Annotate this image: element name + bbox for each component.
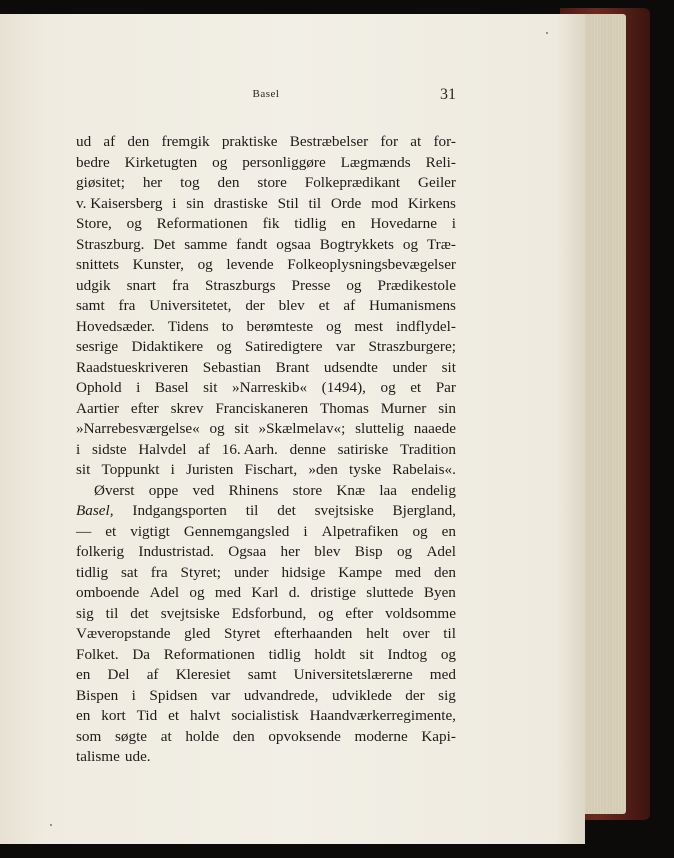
word: Lægmænds bbox=[340, 153, 411, 171]
word: voldsomme bbox=[385, 604, 456, 622]
word: over bbox=[402, 625, 430, 642]
word: Hovedsæder. bbox=[76, 317, 155, 335]
word: i bbox=[136, 379, 141, 396]
running-title: Basel bbox=[252, 88, 280, 100]
word: at bbox=[410, 133, 422, 150]
word: giøsitet; bbox=[76, 174, 125, 191]
word: i bbox=[172, 194, 177, 212]
word: omboende bbox=[76, 584, 140, 601]
word: af bbox=[198, 440, 210, 458]
word: et bbox=[318, 297, 330, 314]
word: berømteste bbox=[246, 317, 314, 335]
word: sin bbox=[438, 399, 456, 417]
word: der bbox=[245, 297, 265, 314]
text-line bbox=[76, 399, 456, 420]
word: Styret bbox=[224, 625, 261, 642]
word: efter bbox=[345, 604, 374, 622]
word: levende bbox=[226, 256, 274, 273]
word: »den bbox=[308, 461, 338, 478]
word: og bbox=[318, 604, 334, 622]
word: som bbox=[76, 727, 102, 745]
word: Franciskaneren bbox=[215, 399, 309, 417]
word: Ogsaa bbox=[228, 543, 267, 560]
word: personliggøre bbox=[242, 153, 326, 171]
word: i bbox=[76, 440, 81, 458]
word: og bbox=[212, 153, 228, 171]
word: Aartier bbox=[76, 399, 120, 417]
text-line bbox=[76, 317, 456, 338]
word: Væveropstande bbox=[76, 625, 171, 642]
word: Universitetet, bbox=[149, 297, 232, 314]
text-line bbox=[76, 440, 456, 461]
word: praktiske bbox=[221, 133, 278, 150]
word: Bispen bbox=[76, 686, 119, 704]
word: Spidsen bbox=[149, 686, 198, 704]
word: Kirkens bbox=[407, 194, 456, 212]
word: Par bbox=[435, 379, 456, 396]
word: Karl bbox=[251, 584, 279, 601]
word: snittets bbox=[76, 256, 120, 273]
word: fra bbox=[150, 563, 168, 581]
word: og bbox=[126, 215, 142, 232]
word: Øverst bbox=[94, 481, 135, 499]
text-line bbox=[76, 173, 456, 194]
word: »Narrebesværgelse« bbox=[76, 420, 200, 437]
word: et bbox=[168, 707, 180, 724]
word: halvt bbox=[189, 707, 221, 724]
word: Raadstueskriveren bbox=[76, 358, 189, 376]
word: i bbox=[170, 461, 175, 478]
word: Kunster, bbox=[132, 256, 184, 273]
word: ogsaa bbox=[276, 235, 311, 253]
word: Byen bbox=[423, 584, 456, 601]
word: sit bbox=[203, 379, 218, 396]
word: Haandværkerregimente, bbox=[309, 707, 456, 724]
word: Store, bbox=[76, 215, 112, 232]
word: for- bbox=[433, 133, 456, 150]
word: sluttelig bbox=[355, 420, 405, 437]
word: oppe bbox=[148, 481, 179, 499]
word: til bbox=[245, 502, 259, 519]
word: 16. Aarh. bbox=[221, 440, 278, 458]
word: den bbox=[217, 174, 240, 191]
word: Reformationen bbox=[163, 645, 255, 663]
word: sig bbox=[438, 686, 456, 704]
word: sit bbox=[234, 420, 249, 437]
word: udgik bbox=[76, 276, 111, 294]
word: en bbox=[76, 707, 91, 724]
word: (1494), bbox=[321, 379, 366, 396]
word: »Narreskib« bbox=[232, 379, 308, 396]
text-line bbox=[76, 604, 456, 625]
word: her bbox=[280, 543, 300, 560]
word: Edsforbund, bbox=[231, 604, 307, 622]
word: Didaktikere bbox=[131, 338, 204, 355]
book-page bbox=[0, 14, 585, 844]
word: Straszburgs bbox=[204, 276, 276, 294]
word: svejtsiske bbox=[160, 604, 220, 622]
text-line bbox=[76, 542, 456, 563]
word: fremgik bbox=[161, 133, 210, 150]
word: Straszburgere; bbox=[368, 338, 456, 355]
text-line bbox=[76, 194, 456, 215]
word: Bisp bbox=[354, 543, 383, 560]
word: og bbox=[440, 645, 456, 663]
word: Basel, bbox=[76, 502, 114, 519]
word: af bbox=[343, 297, 356, 314]
word: opvoksende bbox=[268, 727, 341, 745]
word: fik bbox=[262, 215, 280, 232]
word: Humanismens bbox=[369, 297, 456, 314]
word: og bbox=[216, 338, 232, 355]
text-line bbox=[76, 747, 456, 768]
word: mest bbox=[354, 317, 384, 335]
word: Universitetslærerne bbox=[293, 666, 413, 683]
word: et bbox=[410, 379, 422, 396]
word: tog bbox=[180, 174, 200, 191]
word: folkerig bbox=[76, 543, 125, 560]
word: sesrige bbox=[76, 338, 119, 355]
word: sig bbox=[76, 604, 94, 622]
word: Gennemgangsled bbox=[183, 522, 290, 540]
word: Orde bbox=[330, 194, 362, 212]
word: søgte bbox=[114, 727, 148, 745]
word: den bbox=[232, 727, 255, 745]
word: en bbox=[441, 522, 456, 540]
text-line bbox=[76, 645, 456, 666]
word: socialistisk bbox=[231, 707, 299, 724]
text-line bbox=[76, 481, 456, 502]
word: Juristen bbox=[186, 461, 234, 478]
word: holdt bbox=[314, 645, 346, 663]
word: Indgangsporten bbox=[132, 502, 227, 519]
word: under bbox=[392, 358, 428, 376]
word: var bbox=[335, 338, 356, 355]
word: snart bbox=[126, 276, 157, 294]
word: Fischart, bbox=[244, 461, 298, 478]
word: Thomas bbox=[319, 399, 369, 417]
word: v. Kaisersberg bbox=[76, 194, 163, 212]
word: at bbox=[160, 727, 172, 745]
word: Bogtrykkets bbox=[319, 235, 394, 253]
word: dristige bbox=[310, 584, 356, 601]
text-line bbox=[76, 501, 456, 522]
word: og bbox=[396, 543, 413, 560]
word: Folkeoplysningsbevægelser bbox=[287, 256, 456, 273]
word: gled bbox=[184, 625, 211, 642]
text-line bbox=[76, 686, 456, 707]
word: og bbox=[346, 276, 362, 294]
word: fandt bbox=[236, 235, 268, 253]
word: den bbox=[127, 133, 150, 150]
word: ud bbox=[76, 133, 92, 150]
word: Presse bbox=[291, 276, 331, 294]
text-line bbox=[76, 337, 456, 358]
text-line bbox=[76, 235, 456, 256]
word: Adel bbox=[149, 584, 180, 601]
word: store bbox=[257, 174, 287, 191]
word: sit bbox=[441, 358, 456, 376]
text-line bbox=[76, 665, 456, 686]
text-line bbox=[76, 153, 456, 174]
text-line bbox=[76, 624, 456, 645]
word: tidlig bbox=[76, 563, 109, 581]
word: denne bbox=[289, 440, 326, 458]
word: og bbox=[402, 235, 419, 253]
word: og bbox=[189, 584, 205, 601]
word: af bbox=[103, 133, 116, 150]
word: Reformationen bbox=[156, 215, 248, 232]
word: Ophold bbox=[76, 379, 122, 396]
word: naaede bbox=[413, 420, 456, 437]
word: talisme bbox=[76, 748, 120, 765]
word: en bbox=[76, 666, 91, 683]
word: Kampe bbox=[338, 563, 383, 581]
word: til bbox=[443, 625, 456, 642]
page-number: 31 bbox=[440, 86, 456, 103]
word: Rhinens bbox=[228, 481, 279, 499]
word: ude. bbox=[124, 748, 151, 765]
word: bedre bbox=[76, 153, 110, 171]
word: og bbox=[326, 317, 342, 335]
running-header bbox=[76, 86, 456, 106]
word: sluttede bbox=[366, 584, 414, 601]
text-line bbox=[76, 727, 456, 748]
word: Da bbox=[132, 645, 151, 663]
word: fra bbox=[118, 297, 136, 314]
word: under bbox=[233, 563, 269, 581]
word: Stil bbox=[277, 194, 299, 212]
word: Folkeprædikant bbox=[304, 174, 401, 191]
word: Adel bbox=[426, 543, 456, 560]
word: og bbox=[412, 522, 428, 540]
word: Prædikestole bbox=[377, 276, 456, 294]
word: Geiler bbox=[418, 174, 456, 191]
word: blev bbox=[314, 543, 341, 560]
word: sit bbox=[76, 461, 91, 478]
word: udviklede bbox=[331, 686, 392, 704]
word: Bestræbelser bbox=[289, 133, 369, 150]
word: Sebastian bbox=[202, 358, 261, 376]
word: Satiredigtere bbox=[244, 338, 323, 355]
word: udvandrede, bbox=[243, 686, 319, 704]
word: sit bbox=[359, 645, 374, 663]
word: en bbox=[341, 215, 356, 232]
word: samme bbox=[184, 235, 228, 253]
word: Halvdel bbox=[138, 440, 187, 458]
text-line bbox=[76, 296, 456, 317]
word: Del bbox=[107, 666, 130, 683]
word: kort bbox=[101, 707, 126, 724]
word: tyske bbox=[349, 461, 382, 478]
word: efterhaanden bbox=[273, 625, 353, 642]
word: i bbox=[131, 686, 136, 704]
word: svejtsiske bbox=[314, 502, 374, 519]
word: af bbox=[146, 666, 159, 683]
word: Kirketugten bbox=[124, 153, 198, 171]
word: Tidens bbox=[167, 317, 209, 335]
word: Tid bbox=[136, 707, 158, 724]
word: og bbox=[209, 420, 225, 437]
text-line bbox=[76, 460, 456, 481]
word: med bbox=[429, 666, 456, 683]
word: Reli- bbox=[425, 153, 456, 171]
word: fra bbox=[172, 276, 189, 294]
word: »Skælmelav«; bbox=[258, 420, 346, 437]
word: blev bbox=[278, 297, 305, 314]
word: sin bbox=[186, 194, 204, 212]
word: her bbox=[142, 174, 163, 191]
word: Bjergland, bbox=[392, 502, 456, 519]
text-line bbox=[76, 563, 456, 584]
text-line bbox=[76, 358, 456, 379]
word: det bbox=[277, 502, 296, 519]
word: moderne bbox=[354, 727, 408, 745]
text-line bbox=[76, 214, 456, 235]
word: Brant bbox=[275, 358, 310, 376]
word: Alpetrafiken bbox=[321, 522, 399, 540]
word: ved bbox=[192, 481, 215, 499]
word: satiriske bbox=[337, 440, 389, 458]
word: Rabelais«. bbox=[392, 461, 456, 478]
word: i bbox=[451, 215, 456, 232]
word: drastiske bbox=[213, 194, 268, 212]
word: to bbox=[221, 317, 234, 335]
word: til bbox=[105, 604, 119, 622]
word: der bbox=[405, 686, 425, 704]
word: Straszburg. bbox=[76, 235, 145, 253]
word: sidste bbox=[91, 440, 127, 458]
word: et bbox=[105, 522, 117, 540]
text-line bbox=[76, 378, 456, 399]
word: Toppunkt bbox=[101, 461, 160, 478]
word: Hovedarne bbox=[370, 215, 437, 232]
text-line bbox=[76, 706, 456, 727]
word: tidlig bbox=[294, 215, 327, 232]
word: Murner bbox=[380, 399, 427, 417]
word: Industristad. bbox=[138, 543, 214, 560]
text-line bbox=[76, 255, 456, 276]
word: Styret; bbox=[180, 563, 222, 581]
word: efter bbox=[130, 399, 159, 417]
word: — bbox=[76, 522, 92, 540]
word: med bbox=[394, 563, 422, 581]
word: holde bbox=[185, 727, 220, 745]
word: indflydel- bbox=[396, 317, 456, 335]
word: sat bbox=[120, 563, 138, 581]
word: Knæ bbox=[336, 481, 366, 499]
word: Kapi- bbox=[421, 727, 456, 745]
word: Indtog bbox=[387, 645, 428, 663]
word: og bbox=[197, 256, 213, 273]
word: laa bbox=[379, 481, 398, 499]
word: udsendte bbox=[323, 358, 378, 376]
page-edges bbox=[578, 14, 626, 814]
word: den bbox=[434, 563, 456, 581]
word: med bbox=[214, 584, 242, 601]
word: var bbox=[210, 686, 231, 704]
word: store bbox=[292, 481, 323, 499]
word: for bbox=[380, 133, 399, 150]
word: vigtigt bbox=[130, 522, 170, 540]
text-line bbox=[76, 276, 456, 297]
speck bbox=[50, 824, 52, 826]
word: Folket. bbox=[76, 645, 119, 663]
word: tidlig bbox=[268, 645, 301, 663]
speck bbox=[546, 32, 548, 34]
word: det bbox=[130, 604, 149, 622]
word: i bbox=[303, 522, 308, 540]
word: skrev bbox=[170, 399, 204, 417]
word: helt bbox=[366, 625, 389, 642]
text-line bbox=[76, 419, 456, 440]
word: samt bbox=[247, 666, 277, 683]
word: d. bbox=[288, 584, 301, 601]
body-text bbox=[76, 132, 456, 768]
word: Det bbox=[153, 235, 176, 253]
word: mod bbox=[371, 194, 399, 212]
word: Basel bbox=[154, 379, 189, 396]
word: samt bbox=[76, 297, 105, 314]
word: Tradition bbox=[399, 440, 456, 458]
word: til bbox=[308, 194, 322, 212]
text-line bbox=[76, 132, 456, 153]
text-line bbox=[76, 583, 456, 604]
word: og bbox=[380, 379, 396, 396]
word: Kleresiet bbox=[175, 666, 231, 683]
word: endelig bbox=[411, 481, 456, 499]
word: Træ- bbox=[426, 235, 456, 253]
word: hidsige bbox=[281, 563, 326, 581]
text-line bbox=[76, 522, 456, 543]
